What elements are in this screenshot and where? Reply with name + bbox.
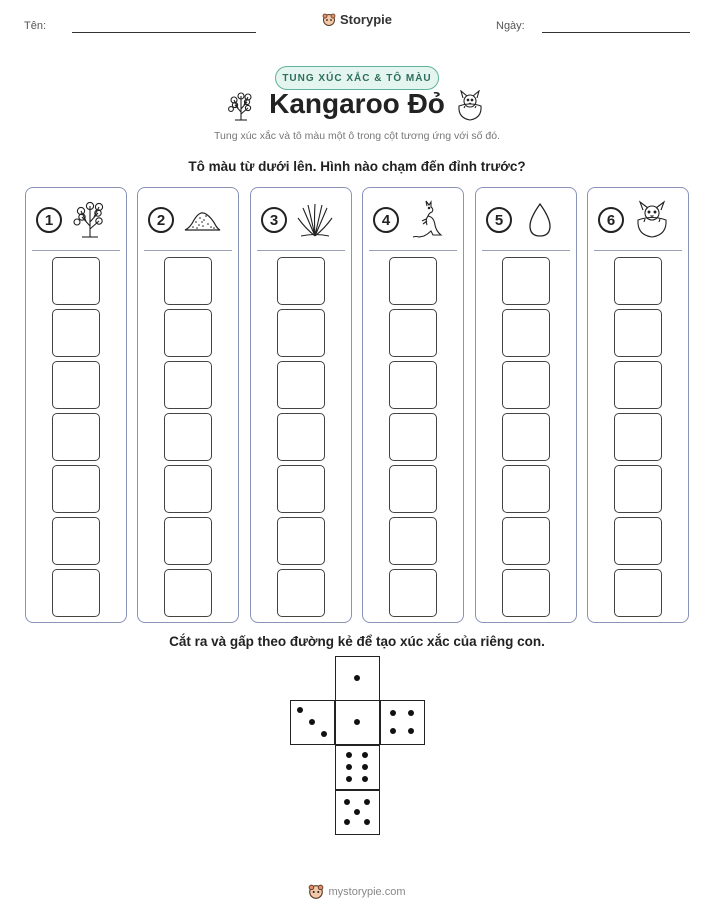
dice-pip	[362, 752, 368, 758]
column-header	[251, 198, 351, 242]
color-cell[interactable]	[502, 569, 550, 617]
color-cell[interactable]	[277, 569, 325, 617]
dice-face-1	[335, 700, 380, 745]
column-header	[476, 198, 576, 242]
dice-pip	[364, 799, 370, 805]
color-cell[interactable]	[52, 517, 100, 565]
subtitle: Tung xúc xắc và tô màu một ô trong cột tương ứng với số đó.	[214, 130, 500, 142]
dice-pip	[354, 675, 360, 681]
color-cell[interactable]	[502, 257, 550, 305]
color-cell[interactable]	[502, 309, 550, 357]
dice-pip	[354, 719, 360, 725]
brand-logo	[0, 12, 714, 32]
column-4	[362, 187, 464, 623]
color-cell[interactable]	[277, 361, 325, 409]
color-cell[interactable]	[277, 465, 325, 513]
joey-pouch-icon	[455, 90, 485, 127]
color-cell[interactable]	[614, 517, 662, 565]
grass-icon	[295, 200, 335, 245]
color-cell[interactable]	[52, 413, 100, 461]
footer	[0, 884, 714, 905]
column-6	[587, 187, 689, 623]
column-number: 1	[36, 207, 62, 233]
color-cell[interactable]	[164, 361, 212, 409]
color-cell[interactable]	[389, 517, 437, 565]
color-cell[interactable]	[277, 257, 325, 305]
dice-pip	[390, 710, 396, 716]
column-divider	[482, 250, 570, 251]
column-number: 4	[373, 207, 399, 233]
color-cell[interactable]	[502, 517, 550, 565]
water-drop-icon	[520, 200, 560, 245]
color-cell[interactable]	[389, 309, 437, 357]
column-2	[137, 187, 239, 623]
dice-pip	[364, 819, 370, 825]
color-cell[interactable]	[389, 569, 437, 617]
column-number: 2	[148, 207, 174, 233]
color-cell[interactable]	[164, 309, 212, 357]
cut-instruction: Cắt ra và gấp theo đường kẻ để tạo xúc xắc của riêng con.	[169, 634, 545, 649]
dice-pip	[346, 776, 352, 782]
column-number: 6	[598, 207, 624, 233]
name-label: Tên:	[24, 20, 47, 32]
joey-pouch-icon	[632, 200, 672, 245]
color-cell[interactable]	[614, 465, 662, 513]
color-cell[interactable]	[389, 257, 437, 305]
color-cell[interactable]	[164, 257, 212, 305]
column-3	[250, 187, 352, 623]
dice-pip	[390, 728, 396, 734]
column-divider	[144, 250, 232, 251]
dice-pip	[321, 731, 327, 737]
color-cell[interactable]	[164, 517, 212, 565]
dice-face-6	[335, 745, 380, 790]
color-cell[interactable]	[52, 361, 100, 409]
color-cell[interactable]	[614, 257, 662, 305]
column-header	[26, 198, 126, 242]
color-cell[interactable]	[389, 465, 437, 513]
sand-pile-icon	[182, 200, 222, 245]
dice-face-5	[335, 790, 380, 835]
color-cell[interactable]	[52, 309, 100, 357]
column-divider	[32, 250, 120, 251]
column-number: 5	[486, 207, 512, 233]
color-cell[interactable]	[502, 361, 550, 409]
column-header	[363, 198, 463, 242]
dice-pip	[344, 799, 350, 805]
dice-pip	[362, 764, 368, 770]
color-cell[interactable]	[277, 413, 325, 461]
column-divider	[594, 250, 682, 251]
instruction: Tô màu từ dưới lên. Hình nào chạm đến đỉnh trước?	[188, 159, 526, 174]
color-cell[interactable]	[502, 465, 550, 513]
dice-pip	[354, 809, 360, 815]
column-header	[588, 198, 688, 242]
dice-pip	[408, 728, 414, 734]
color-cell[interactable]	[52, 465, 100, 513]
dice-face-1	[335, 656, 380, 701]
storypie-mascot-icon	[308, 884, 324, 900]
column-number: 3	[261, 207, 287, 233]
activity-badge: TUNG XÚC XẮC & TÔ MÀU	[275, 66, 439, 90]
color-cell[interactable]	[52, 257, 100, 305]
dice-pip	[297, 707, 303, 713]
color-cell[interactable]	[614, 569, 662, 617]
color-cell[interactable]	[164, 465, 212, 513]
dice-pip	[309, 719, 315, 725]
dice-pip	[362, 776, 368, 782]
page-title: Kangaroo Đỏ	[269, 88, 445, 119]
color-cell[interactable]	[389, 413, 437, 461]
color-cell[interactable]	[164, 569, 212, 617]
column-header	[138, 198, 238, 242]
color-cell[interactable]	[164, 413, 212, 461]
column-1	[25, 187, 127, 623]
dice-face-4	[380, 700, 425, 745]
title-row	[0, 88, 714, 128]
color-cell[interactable]	[52, 569, 100, 617]
column-5	[475, 187, 577, 623]
storypie-mascot-icon	[322, 13, 336, 27]
dice-pip	[344, 819, 350, 825]
column-divider	[369, 250, 457, 251]
tree-icon	[70, 200, 110, 245]
dice-face-3	[290, 700, 335, 745]
name-line	[72, 32, 256, 33]
kangaroo-icon	[407, 200, 447, 245]
color-cell[interactable]	[277, 517, 325, 565]
color-cell[interactable]	[277, 309, 325, 357]
color-cell[interactable]	[389, 361, 437, 409]
brand-name: Storypie	[339, 12, 392, 27]
column-divider	[257, 250, 345, 251]
dice-pip	[346, 752, 352, 758]
color-cell[interactable]	[614, 413, 662, 461]
color-cell[interactable]	[614, 361, 662, 409]
dice-pip	[346, 764, 352, 770]
color-cell[interactable]	[502, 413, 550, 461]
footer-url: mystorypie.com	[328, 886, 406, 898]
date-label: Ngày:	[496, 20, 525, 32]
dice-pip	[408, 710, 414, 716]
date-line	[542, 32, 690, 33]
color-cell[interactable]	[614, 309, 662, 357]
